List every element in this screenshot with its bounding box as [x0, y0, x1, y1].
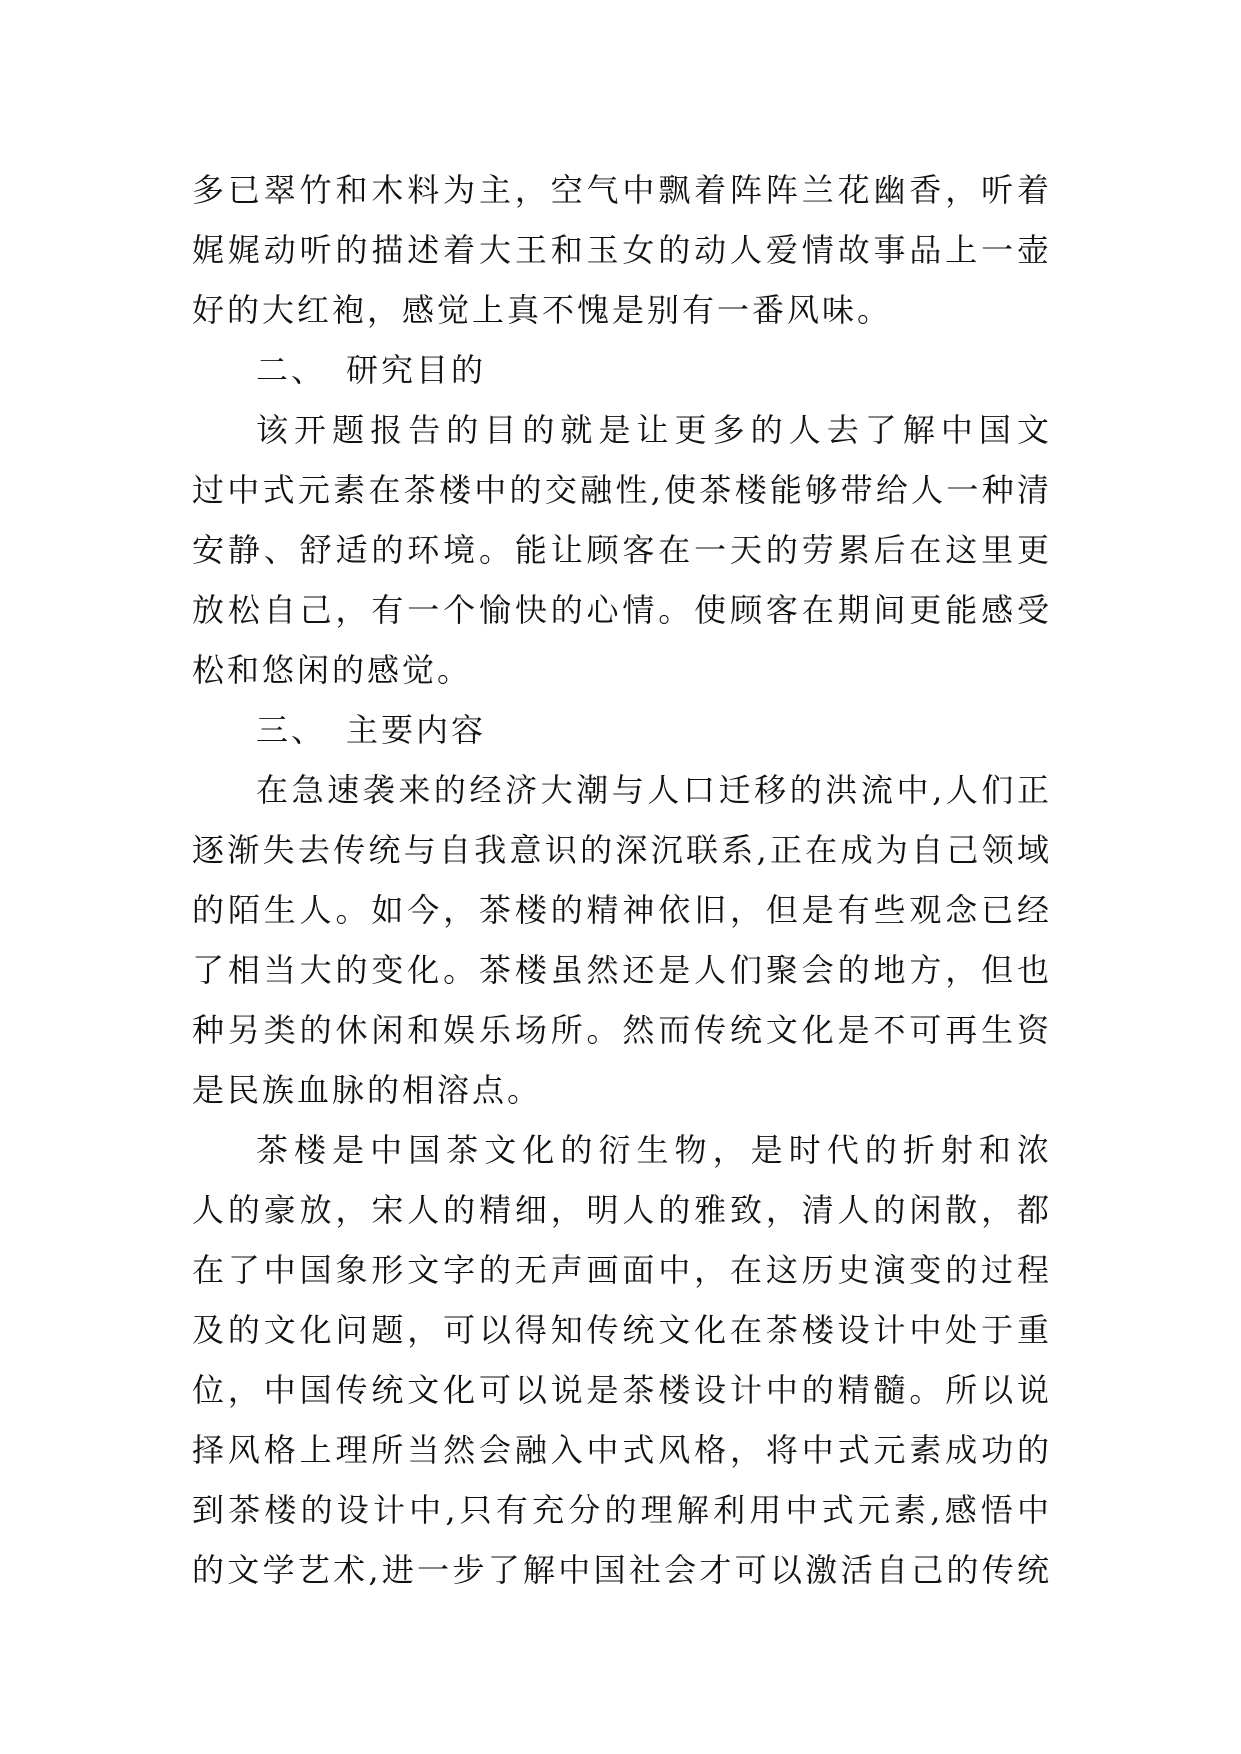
text-line: 安静、舒适的环境。能让顾客在一天的劳累后在这里更	[192, 531, 1052, 569]
section-number: 三、	[256, 711, 327, 749]
section-heading-research-purpose	[192, 340, 1052, 400]
text-line: 娓娓动听的描述着大王和玉女的动人爱情故事品上一壶	[192, 231, 1052, 269]
text-line: 在了中国象形文字的无声画面中，在这历史演变的过程	[192, 1251, 1052, 1289]
text-line: 过中式元素在茶楼中的交融性,使茶楼能够带给人一种清	[192, 471, 1052, 509]
document-body	[192, 160, 1052, 1600]
main-content-paragraph-1	[192, 760, 1052, 1120]
main-content-paragraph-2	[192, 1120, 1052, 1600]
section-number: 二、	[256, 351, 327, 389]
text-line: 及的文化问题，可以得知传统文化在茶楼设计中处于重	[192, 1311, 1052, 1349]
text-line: 该开题报告的目的就是让更多的人去了解中国文	[256, 411, 1052, 449]
text-line: 是民族血脉的相溶点。	[192, 1071, 543, 1109]
section-heading-main-content	[192, 700, 1052, 760]
section-title: 主要内容	[346, 711, 487, 749]
text-line: 位，中国传统文化可以说是茶楼设计中的精髓。所以说	[192, 1371, 1052, 1409]
text-line: 放松自己，有一个愉快的心情。使顾客在期间更能感受	[192, 591, 1052, 629]
text-line: 的文学艺术,进一步了解中国社会才可以激活自己的传统	[192, 1551, 1052, 1589]
section-title: 研究目的	[346, 351, 487, 389]
text-line: 择风格上理所当然会融入中式风格，将中式元素成功的	[192, 1431, 1052, 1469]
text-line: 的陌生人。如今，茶楼的精神依旧，但是有些观念已经	[192, 891, 1052, 929]
text-line: 多已翠竹和木料为主，空气中飘着阵阵兰花幽香，听着	[192, 171, 1052, 209]
text-line: 到茶楼的设计中,只有充分的理解利用中式元素,感悟中	[192, 1491, 1052, 1529]
text-line: 人的豪放，宋人的精细，明人的雅致，清人的闲散，都	[192, 1191, 1052, 1229]
text-line: 种另类的休闲和娱乐场所。然而传统文化是不可再生资	[192, 1011, 1052, 1049]
intro-paragraph	[192, 160, 1052, 340]
research-purpose-paragraph	[192, 400, 1052, 700]
text-line: 茶楼是中国茶文化的衍生物，是时代的折射和浓	[256, 1131, 1052, 1169]
text-line: 在急速袭来的经济大潮与人口迁移的洪流中,人们正	[256, 771, 1052, 809]
text-line: 逐渐失去传统与自我意识的深沉联系,正在成为自己领域	[192, 831, 1052, 869]
text-line: 松和悠闲的感觉。	[192, 651, 473, 689]
text-line: 好的大红袍，感觉上真不愧是别有一番风味。	[192, 291, 893, 329]
text-line: 了相当大的变化。茶楼虽然还是人们聚会的地方，但也	[192, 951, 1052, 989]
